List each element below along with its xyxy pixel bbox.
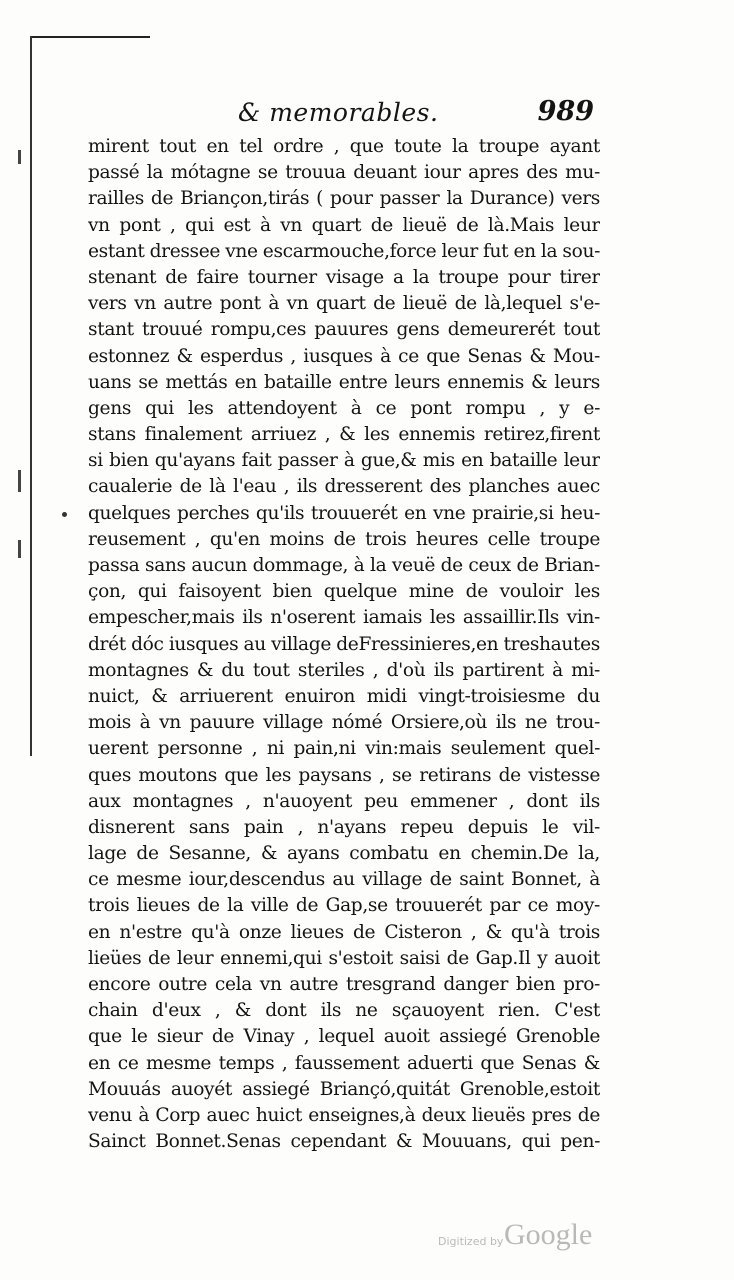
text-line: çon, qui faisoyent bien quelque mine de vouloir les: [88, 581, 600, 603]
text-line: reusement , qu'en moins de trois heures celle troupe: [88, 528, 600, 550]
text-line: uerent personne , ni pain,ni vin:mais seulement quel-: [88, 738, 600, 760]
margin-dot: [62, 512, 67, 517]
margin-mark: [18, 470, 21, 492]
text-line: disnerent sans pain , n'ayans repeu depuis le vil-: [88, 816, 600, 838]
text-line: Sainct Bonnet.Senas cependant & Mouuans, qui pen-: [88, 1131, 600, 1153]
text-line: lieües de leur ennemi,qui s'estoit saisi de Gap.Il y auoit: [88, 947, 600, 969]
text-line: si bien qu'ayans fait passer à gue,& mis en bataille leur: [88, 450, 600, 472]
text-line: caualerie de là l'eau , ils dresserent des planches auec: [88, 476, 600, 498]
margin-mark: [18, 150, 21, 164]
text-line: uans se mettás en bataille entre leurs ennemis & leurs: [88, 371, 600, 393]
text-line: vers vn autre pont à vn quart de lieuë de là,lequel s'e-: [88, 293, 600, 315]
text-line: trois lieues de la ville de Gap,se trouuerét par ce moy-: [88, 895, 600, 917]
text-line: que le sieur de Vinay , lequel auoit assiegé Grenoble: [88, 1026, 600, 1048]
text-line: en n'estre qu'à onze lieues de Cisteron , & qu'à trois: [88, 921, 600, 943]
text-line: stenant de faire tourner visage a la troupe pour tirer: [88, 266, 600, 288]
watermark-prefix: Digitized by: [438, 1235, 504, 1248]
text-line: estonnez & esperdus , iusques à ce que Senas & Mou-: [88, 345, 600, 367]
text-line: chain d'eux , & dont ils ne sçauoyent rien. C'est: [88, 1000, 600, 1022]
text-line: estant dressee vne escarmouche,force leur fut en la sou-: [88, 240, 600, 262]
text-line: empescher,mais ils n'oserent iamais les assaillir.Ils vin-: [88, 607, 600, 629]
text-line: aux montagnes , n'auoyent peu emmener , dont ils: [88, 790, 600, 812]
text-line: lage de Sesanne, & ayans combatu en chemin.De la,: [88, 843, 600, 865]
page-edge-left: [30, 36, 32, 756]
page-edge-top: [30, 36, 150, 38]
text-line: passa sans aucun dommage, à la veuë de ceux de Brian-: [88, 555, 600, 576]
margin-mark: [18, 540, 21, 558]
text-line: quelques perches qu'ils trouuerét en vne prairie,si heu-: [88, 502, 600, 524]
text-line: encore outre cela vn autre tresgrand danger bien pro-: [88, 974, 600, 995]
text-line: stant trouué rompu,ces pauures gens demeurerét tout: [88, 319, 600, 341]
text-line: en ce mesme temps , faussement aduerti que Senas &: [88, 1052, 600, 1074]
running-title: & memorables.: [238, 98, 439, 127]
text-line: mirent tout en tel ordre , que toute la troupe ayant: [88, 136, 600, 157]
text-line: venu à Corp auec huict enseignes,à deux lieuës pres de: [88, 1104, 600, 1126]
text-line: Mouuás auoyét assiegé Briançó,quitát Grenoble,estoit: [88, 1078, 600, 1100]
body-text: [88, 134, 600, 1155]
text-line: stans finalement arriuez , & les ennemis retirez,firent: [88, 424, 600, 446]
running-header: [88, 96, 600, 132]
text-line: ques moutons que les paysans , se retirans de vistesse: [88, 764, 600, 786]
text-line: passé la mótagne se trouua deuant iour apres des mu-: [88, 162, 600, 184]
text-line: mois à vn pauure village nómé Orsiere,où ils ne trou-: [88, 712, 600, 734]
text-line: ce mesme iour,descendus au village de saint Bonnet, à: [88, 869, 600, 891]
text-line: montagnes & du tout steriles , d'où ils partirent à mi-: [88, 659, 600, 681]
page-number: 989: [537, 96, 594, 127]
text-line: railles de Briançon,tirás ( pour passer la Durance) vers: [88, 188, 600, 210]
google-logo: Google: [504, 1218, 593, 1251]
text-line: nuict, & arriuerent enuiron midi vingt-troisiesme du: [88, 685, 600, 707]
text-line: vn pont , qui est à vn quart de lieuë de là.Mais leur: [88, 214, 600, 236]
text-line: drét dóc iusques au village deFressinieres,en treshautes: [88, 633, 600, 655]
text-line: gens qui les attendoyent à ce pont rompu , y e-: [88, 397, 600, 419]
